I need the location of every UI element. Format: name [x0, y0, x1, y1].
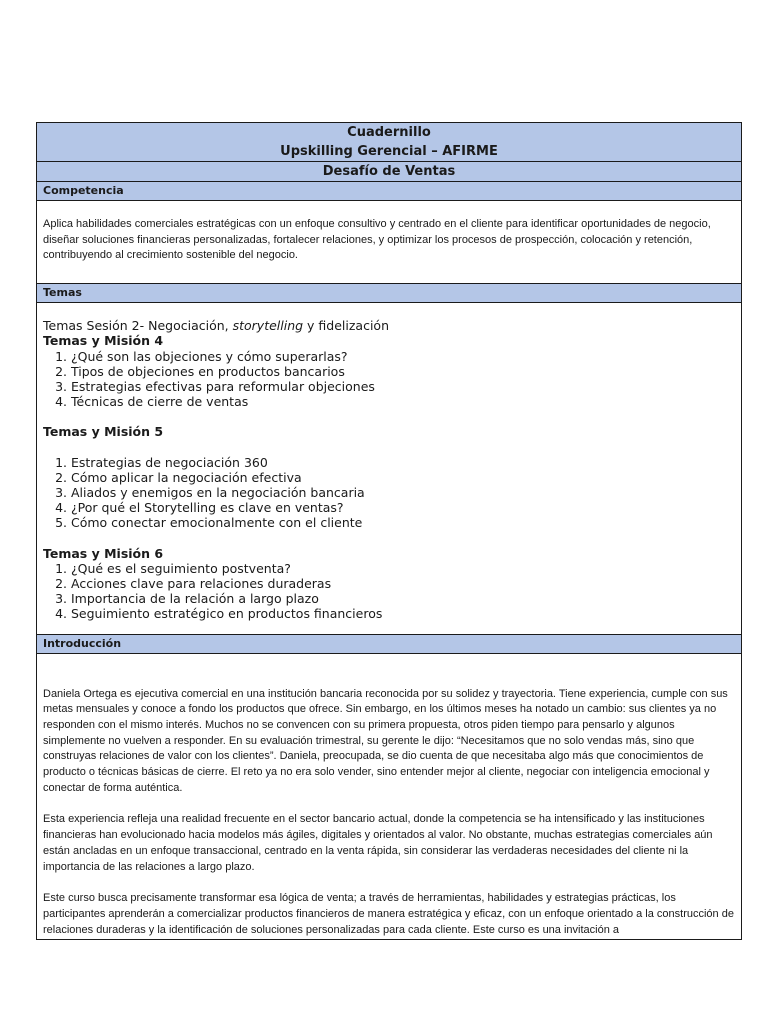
list-item: 4. ¿Por qué el Storytelling es clave en ventas? — [71, 500, 735, 515]
session-title: Temas Sesión 2- Negociación, storytelling y fidelización — [43, 318, 390, 334]
competencia-label: Competencia — [37, 182, 741, 201]
list-item: 1. Estrategias de negociación 360 — [71, 455, 735, 470]
list-item: 3. Aliados y enemigos en la negociación bancaria — [71, 485, 735, 500]
mission-5-list — [43, 455, 735, 531]
list-item: 1. ¿Qué es el seguimiento postventa? — [71, 561, 735, 576]
list-item: 1. ¿Qué son las objeciones y cómo superarlas? — [71, 349, 735, 364]
list-item: 4. Técnicas de cierre de ventas — [71, 394, 735, 409]
worksheet-document — [36, 122, 742, 940]
mission-4-list — [43, 349, 735, 410]
document-subtitle: Desafío de Ventas — [37, 162, 741, 182]
document-header — [37, 123, 741, 162]
introduccion-label: Introducción — [37, 635, 741, 654]
intro-paragraph: Este curso busca precisamente transformar esa lógica de venta; a través de herramientas, habilidades y estrategias prácticas, los participantes aprenderán a comercializar productos financieros de manera estratégica y eficaz, con un enfoque orientado a la construcción de relaciones duraderas y la identificación de soluciones personalizadas para cada cliente. Este curso es una invitación a — [43, 892, 734, 936]
list-item: 3. Estrategias efectivas para reformular objeciones — [71, 379, 735, 394]
temas-label: Temas — [37, 284, 741, 303]
mission-6-title: Temas y Misión 6 — [43, 545, 164, 561]
list-item: 3. Importancia de la relación a largo plazo — [71, 591, 735, 606]
mission-4-title: Temas y Misión 4 — [43, 333, 164, 349]
list-item: 2. Cómo aplicar la negociación efectiva — [71, 470, 735, 485]
list-item: 5. Cómo conectar emocionalmente con el cliente — [71, 515, 735, 530]
competencia-text: Aplica habilidades comerciales estratégicas con un enfoque consultivo y centrado en el cliente para identificar oportunidades de negocio, diseñar soluciones financieras personalizadas, fortalecer relaciones, y optimizar los procesos de prospección, colocación y retención, contribuyendo al crecimiento sostenible del negocio. — [37, 201, 741, 284]
header-title: Cuadernillo — [347, 125, 431, 140]
intro-paragraph: Esta experiencia refleja una realidad frecuente en el sector bancario actual, donde la competencia se ha intensificado y las instituciones financieras han evolucionado hacia modelos más ágiles, digitales y orientados al valor. No obstante, muchas estrategias comerciales aún están ancladas en un enfoque transaccional, centrado en la venta rápida, sin considerar las verdaderas necesidades del cliente ni la importancia de las relaciones a largo plazo. — [43, 813, 713, 873]
introduccion-text — [37, 654, 741, 939]
header-program: Upskilling Gerencial – AFIRME — [280, 144, 498, 159]
list-item: 2. Acciones clave para relaciones duraderas — [71, 576, 735, 591]
list-item: 4. Seguimiento estratégico en productos financieros — [71, 606, 735, 621]
mission-5-title: Temas y Misión 5 — [43, 424, 164, 440]
intro-paragraph: Daniela Ortega es ejecutiva comercial en una institución bancaria reconocida por su solidez y trayectoria. Tiene experiencia, cumple con sus metas mensuales y conoce a fondo los productos que ofrece. Sin embargo, en los últimos meses ha notado un cambio: sus clientes ya no responden con el mismo interés. Muchos no se convencen con su primera propuesta, otros piden tiempo para pensarlo y algunos simplemente no vuelven a responder. En su evaluación trimestral, su gerente le dijo: “Necesitamos que no solo vendas más, sino que construyas relaciones de valor con los clientes”. Daniela, preocupada, se dio cuenta de que necesitaba algo más que conocimientos de producto o técnicas básicas de cierre. El reto ya no era solo vender, sino entender mejor al cliente, negociar con inteligencia emocional y conectar de forma auténtica. — [43, 687, 728, 794]
temas-content — [37, 303, 741, 634]
list-item: 2. Tipos de objeciones en productos bancarios — [71, 364, 735, 379]
mission-6-list — [43, 561, 735, 622]
